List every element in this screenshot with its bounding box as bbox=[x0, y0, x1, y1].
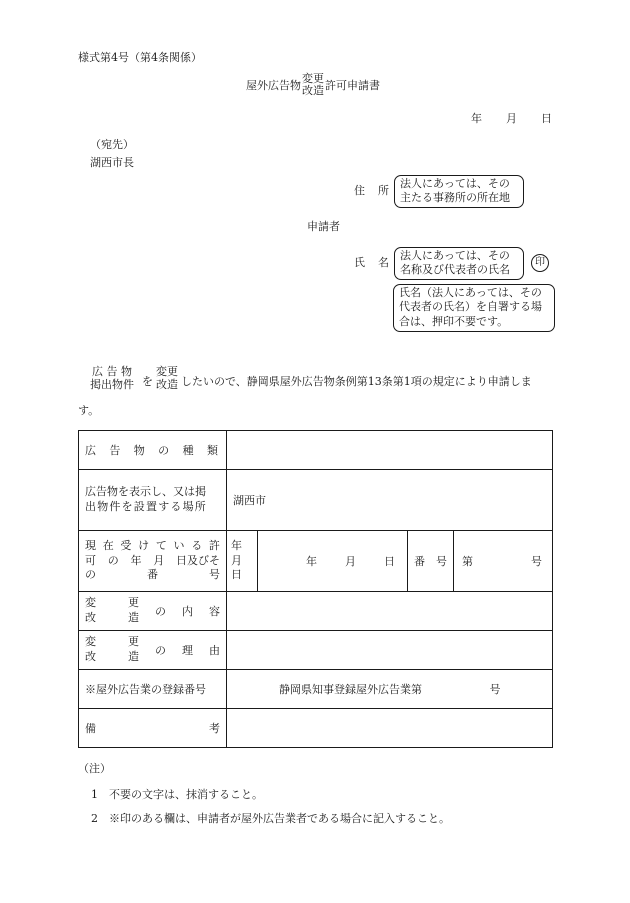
label-char: 理 bbox=[182, 644, 193, 657]
address-note-line-1: 法人にあっては、その bbox=[400, 177, 510, 190]
label-char: 造 bbox=[128, 650, 139, 663]
label-char: 広 bbox=[85, 444, 96, 457]
title-alt-top: 変更 bbox=[302, 72, 324, 85]
name-label-2: 名 bbox=[378, 256, 389, 269]
label-char: 号 bbox=[436, 555, 447, 568]
label-char: 番 bbox=[147, 568, 158, 582]
label-registration: ※屋外広告業の登録番号 bbox=[79, 670, 227, 709]
label-char: 容 bbox=[209, 605, 220, 618]
label-advertisement-type bbox=[79, 431, 227, 470]
note-1-text: 不要の文字は、抹消すること。 bbox=[109, 788, 263, 801]
title-alt-bottom: 改造 bbox=[302, 84, 324, 98]
label-char: る bbox=[191, 538, 203, 552]
row-change-content bbox=[79, 592, 553, 631]
label-char: 由 bbox=[209, 644, 220, 657]
permit-month: 月 bbox=[345, 555, 356, 568]
label-char: 現 bbox=[85, 538, 96, 552]
label-remarks bbox=[79, 709, 227, 748]
label-char: 造 bbox=[128, 611, 139, 624]
label-change-reason bbox=[79, 631, 227, 670]
signature-note bbox=[399, 286, 542, 329]
label-location-line-1: 広告物を表示し、又は掲 bbox=[85, 485, 206, 499]
permit-number-prefix: 第 bbox=[462, 555, 473, 568]
permit-year: 年 bbox=[306, 555, 317, 568]
statement-action bbox=[156, 366, 178, 391]
label-char: 更 bbox=[128, 635, 139, 649]
label-char: の bbox=[158, 444, 170, 457]
subject-bottom: 掲出物件 bbox=[90, 377, 134, 391]
addressee-name: 湖西市長 bbox=[90, 156, 134, 169]
statement-continuation: す。 bbox=[78, 404, 100, 417]
label-char: の bbox=[155, 605, 166, 618]
label-char: 号 bbox=[209, 568, 220, 582]
label-char: 改 bbox=[85, 611, 96, 624]
value-change-reason[interactable] bbox=[227, 631, 553, 670]
label-char: 類 bbox=[206, 444, 218, 457]
note-1-number: 1 bbox=[91, 788, 98, 801]
permit-number-value[interactable] bbox=[454, 531, 553, 592]
permit-day: 日 bbox=[384, 555, 395, 568]
name-note bbox=[400, 249, 510, 278]
permit-date-caption bbox=[227, 531, 258, 592]
note-2-number: 2 bbox=[91, 812, 98, 825]
label-char: 内 bbox=[182, 605, 193, 618]
label-char: 告 bbox=[109, 444, 121, 457]
address-note-line-2: 主たる事務所の所在地 bbox=[400, 191, 510, 205]
document-title bbox=[246, 73, 380, 97]
caption-month: 月 bbox=[231, 553, 242, 567]
row-remarks bbox=[79, 709, 553, 748]
value-location[interactable]: 湖西市 bbox=[227, 470, 553, 531]
label-char: 更 bbox=[128, 596, 139, 610]
form-number: 様式第4号（第4条関係） bbox=[78, 51, 202, 64]
label-current-permit bbox=[79, 531, 227, 592]
statement-particle: を bbox=[142, 375, 153, 388]
permit-date-value[interactable] bbox=[258, 531, 408, 592]
label-char: の bbox=[85, 568, 96, 582]
value-change-content[interactable] bbox=[227, 592, 553, 631]
note-2-text: ※印のある欄は、申請者が屋外広告業者である場合に記入すること。 bbox=[109, 812, 450, 825]
change-alternatives bbox=[85, 596, 139, 626]
row-advertisement-type bbox=[79, 431, 553, 470]
address-label-1: 住 bbox=[354, 184, 365, 197]
subject-top: 広 告 物 bbox=[92, 365, 132, 378]
caption-year: 年 bbox=[231, 538, 242, 552]
seal-mark: 印 bbox=[531, 254, 549, 272]
label-char: 改 bbox=[85, 650, 96, 663]
label-char: 日及びそ bbox=[176, 553, 220, 567]
label-char: の bbox=[155, 644, 166, 657]
name-note-line-2: 名称及び代表者の氏名 bbox=[400, 263, 510, 277]
label-char: 許 bbox=[208, 538, 220, 552]
addressee-label: （宛先） bbox=[90, 138, 134, 151]
application-table bbox=[78, 430, 553, 748]
caption-day: 日 bbox=[231, 568, 242, 582]
permit-number-suffix: 号 bbox=[531, 555, 542, 568]
value-advertisement-type[interactable] bbox=[227, 431, 553, 470]
statement-subject bbox=[90, 366, 134, 391]
label-location bbox=[79, 470, 227, 531]
address-note bbox=[400, 177, 510, 206]
date-day: 日 bbox=[541, 112, 552, 125]
label-char: 受 bbox=[120, 538, 132, 552]
applicant-label: 申請者 bbox=[307, 220, 340, 233]
signature-note-line-3: 合は、押印不要です。 bbox=[399, 314, 509, 328]
signature-note-line-2: 代表者の氏名）を自署する場 bbox=[399, 300, 542, 314]
label-char: 可 bbox=[85, 553, 96, 567]
date-year: 年 bbox=[471, 112, 482, 125]
value-remarks[interactable] bbox=[227, 709, 553, 748]
registration-suffix: 号 bbox=[489, 683, 501, 696]
statement-body: したいので、静岡県屋外広告物条例第13条第1項の規定により申請しま bbox=[181, 375, 532, 388]
address-label-2: 所 bbox=[378, 184, 389, 197]
label-char: 物 bbox=[133, 444, 145, 457]
label-char: て bbox=[155, 538, 167, 552]
label-char: 備 bbox=[85, 722, 96, 735]
name-label-1: 氏 bbox=[354, 256, 365, 269]
signature-note-line-1: 氏名（法人にあっては、その bbox=[399, 286, 542, 299]
row-change-reason bbox=[79, 631, 553, 670]
label-char: 番 bbox=[414, 555, 425, 568]
permit-number-label bbox=[408, 531, 454, 592]
row-registration bbox=[79, 670, 553, 709]
label-char: 在 bbox=[102, 538, 114, 552]
title-suffix: 許可申請書 bbox=[325, 79, 380, 93]
label-char: 種 bbox=[182, 444, 194, 457]
label-char: け bbox=[138, 538, 150, 552]
action-bottom: 改造 bbox=[156, 377, 178, 391]
label-location-line-2: 出物件を設置する場所 bbox=[85, 500, 207, 513]
label-char: 年 bbox=[130, 553, 142, 567]
registration-prefix: 静岡県知事登録屋外広告業第 bbox=[279, 683, 422, 696]
value-registration[interactable] bbox=[227, 670, 553, 709]
notes-header: （注） bbox=[78, 762, 111, 775]
label-char: の bbox=[107, 553, 119, 567]
change-alternatives bbox=[85, 635, 139, 665]
date-month: 月 bbox=[506, 112, 517, 125]
label-change-content bbox=[79, 592, 227, 631]
label-char: い bbox=[173, 538, 185, 552]
row-location bbox=[79, 470, 553, 531]
label-char: 変 bbox=[85, 635, 96, 649]
label-char: 考 bbox=[209, 722, 220, 735]
title-prefix: 屋外広告物 bbox=[246, 79, 301, 93]
title-alternatives bbox=[302, 73, 324, 97]
action-top: 変更 bbox=[156, 365, 178, 378]
name-note-line-1: 法人にあっては、その bbox=[400, 249, 510, 262]
row-current-permit bbox=[79, 531, 553, 592]
label-char: 変 bbox=[85, 596, 96, 610]
label-char: 月 bbox=[153, 553, 165, 567]
